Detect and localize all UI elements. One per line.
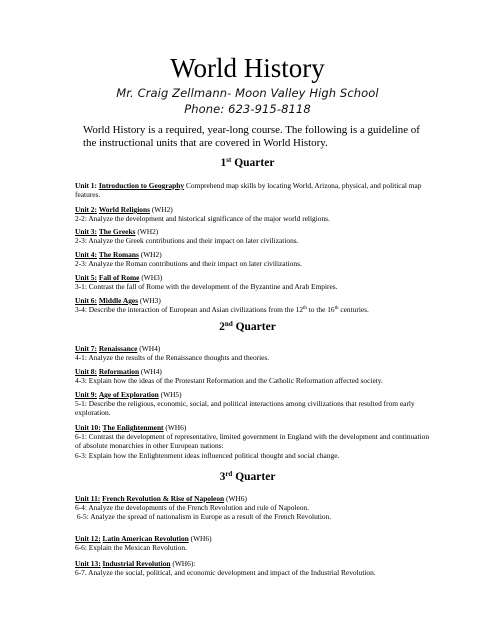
unit-12: Unit 12: Latin American Revolution (WH6) 6-6: Explain the Mexican Revolution. bbox=[75, 534, 212, 553]
page-title: World History bbox=[170, 53, 325, 83]
unit-6: Unit 6: Middle Ages (WH3) 3-4: Describe the interaction of European and Asian civilizations from the 12th to the 16th centuries. bbox=[75, 296, 369, 315]
teacher-line: Mr. Craig Zellmann- Moon Valley High School bbox=[116, 86, 379, 100]
unit-10: Unit 10: The Enlightenment (WH6) 6-1: Contrast the development of representative, limited government in England with the development and continuation of absolute monarchies in other European nations: 6-3: Explain how the Enlightenment ideas influenced political thought and social change. bbox=[75, 423, 430, 460]
unit-8: Unit 8: Reformation (WH4) 4-3: Explain how the ideas of the Protestant Reformation and the Catholic Reformation affected society. bbox=[75, 367, 383, 386]
unit-9: Unit 9: Age of Exploration (WH5) 5-1: Describe the religious, economic, social, and political interactions among civilizations that resulted from early exploration. bbox=[75, 390, 415, 418]
unit-5: Unit 5: Fall of Rome (WH3) 3-1: Contrast the fall of Rome with the development of the Byzantine and Arab Empires. bbox=[75, 273, 338, 292]
quarter-1-heading: 1st Quarter bbox=[220, 156, 275, 169]
phone-line: Phone: 623-915-8118 bbox=[184, 102, 311, 116]
unit-7: Unit 7: Renaissance (WH4) 4-1: Analyze the results of the Renaissance thoughts and theories. bbox=[75, 344, 270, 363]
unit-4: Unit 4: The Romans (WH2) 2-3: Analyze the Roman contributions and their impact on later civilizations. bbox=[75, 250, 302, 269]
unit-13: Unit 13: Industrial Revolution (WH6): 6-7. Analyze the social, political, and economic development and impact of the Industrial Revolution. bbox=[75, 559, 376, 578]
quarter-2-heading: 2nd Quarter bbox=[219, 320, 276, 333]
unit-1: Unit 1: Introduction to Geography Comprehend map skills by locating World, Arizona, physical, and political map features. bbox=[75, 181, 422, 200]
unit-2: Unit 2: World Religions (WH2) 2-2: Analyze the development and historical significance of the major world religions. bbox=[75, 205, 330, 224]
unit-11: Unit 11: French Revolution & Rise of Napoleon (WH6) 6-4: Analyze the developments of the French Revolution and rule of Napoleon. 6-5: Analyze the spread of nationalism in Europe as a result of the French Revolution. bbox=[75, 494, 332, 522]
intro-paragraph: World History is a required, year-long course. The following is a guideline of the instructional units that are covered in World History. bbox=[83, 124, 420, 149]
unit-3: Unit 3: The Greeks (WH2) 2-3: Analyze the Greek contributions and their impact on later civilizations. bbox=[75, 227, 299, 246]
quarter-3-heading: 3rd Quarter bbox=[219, 470, 276, 483]
